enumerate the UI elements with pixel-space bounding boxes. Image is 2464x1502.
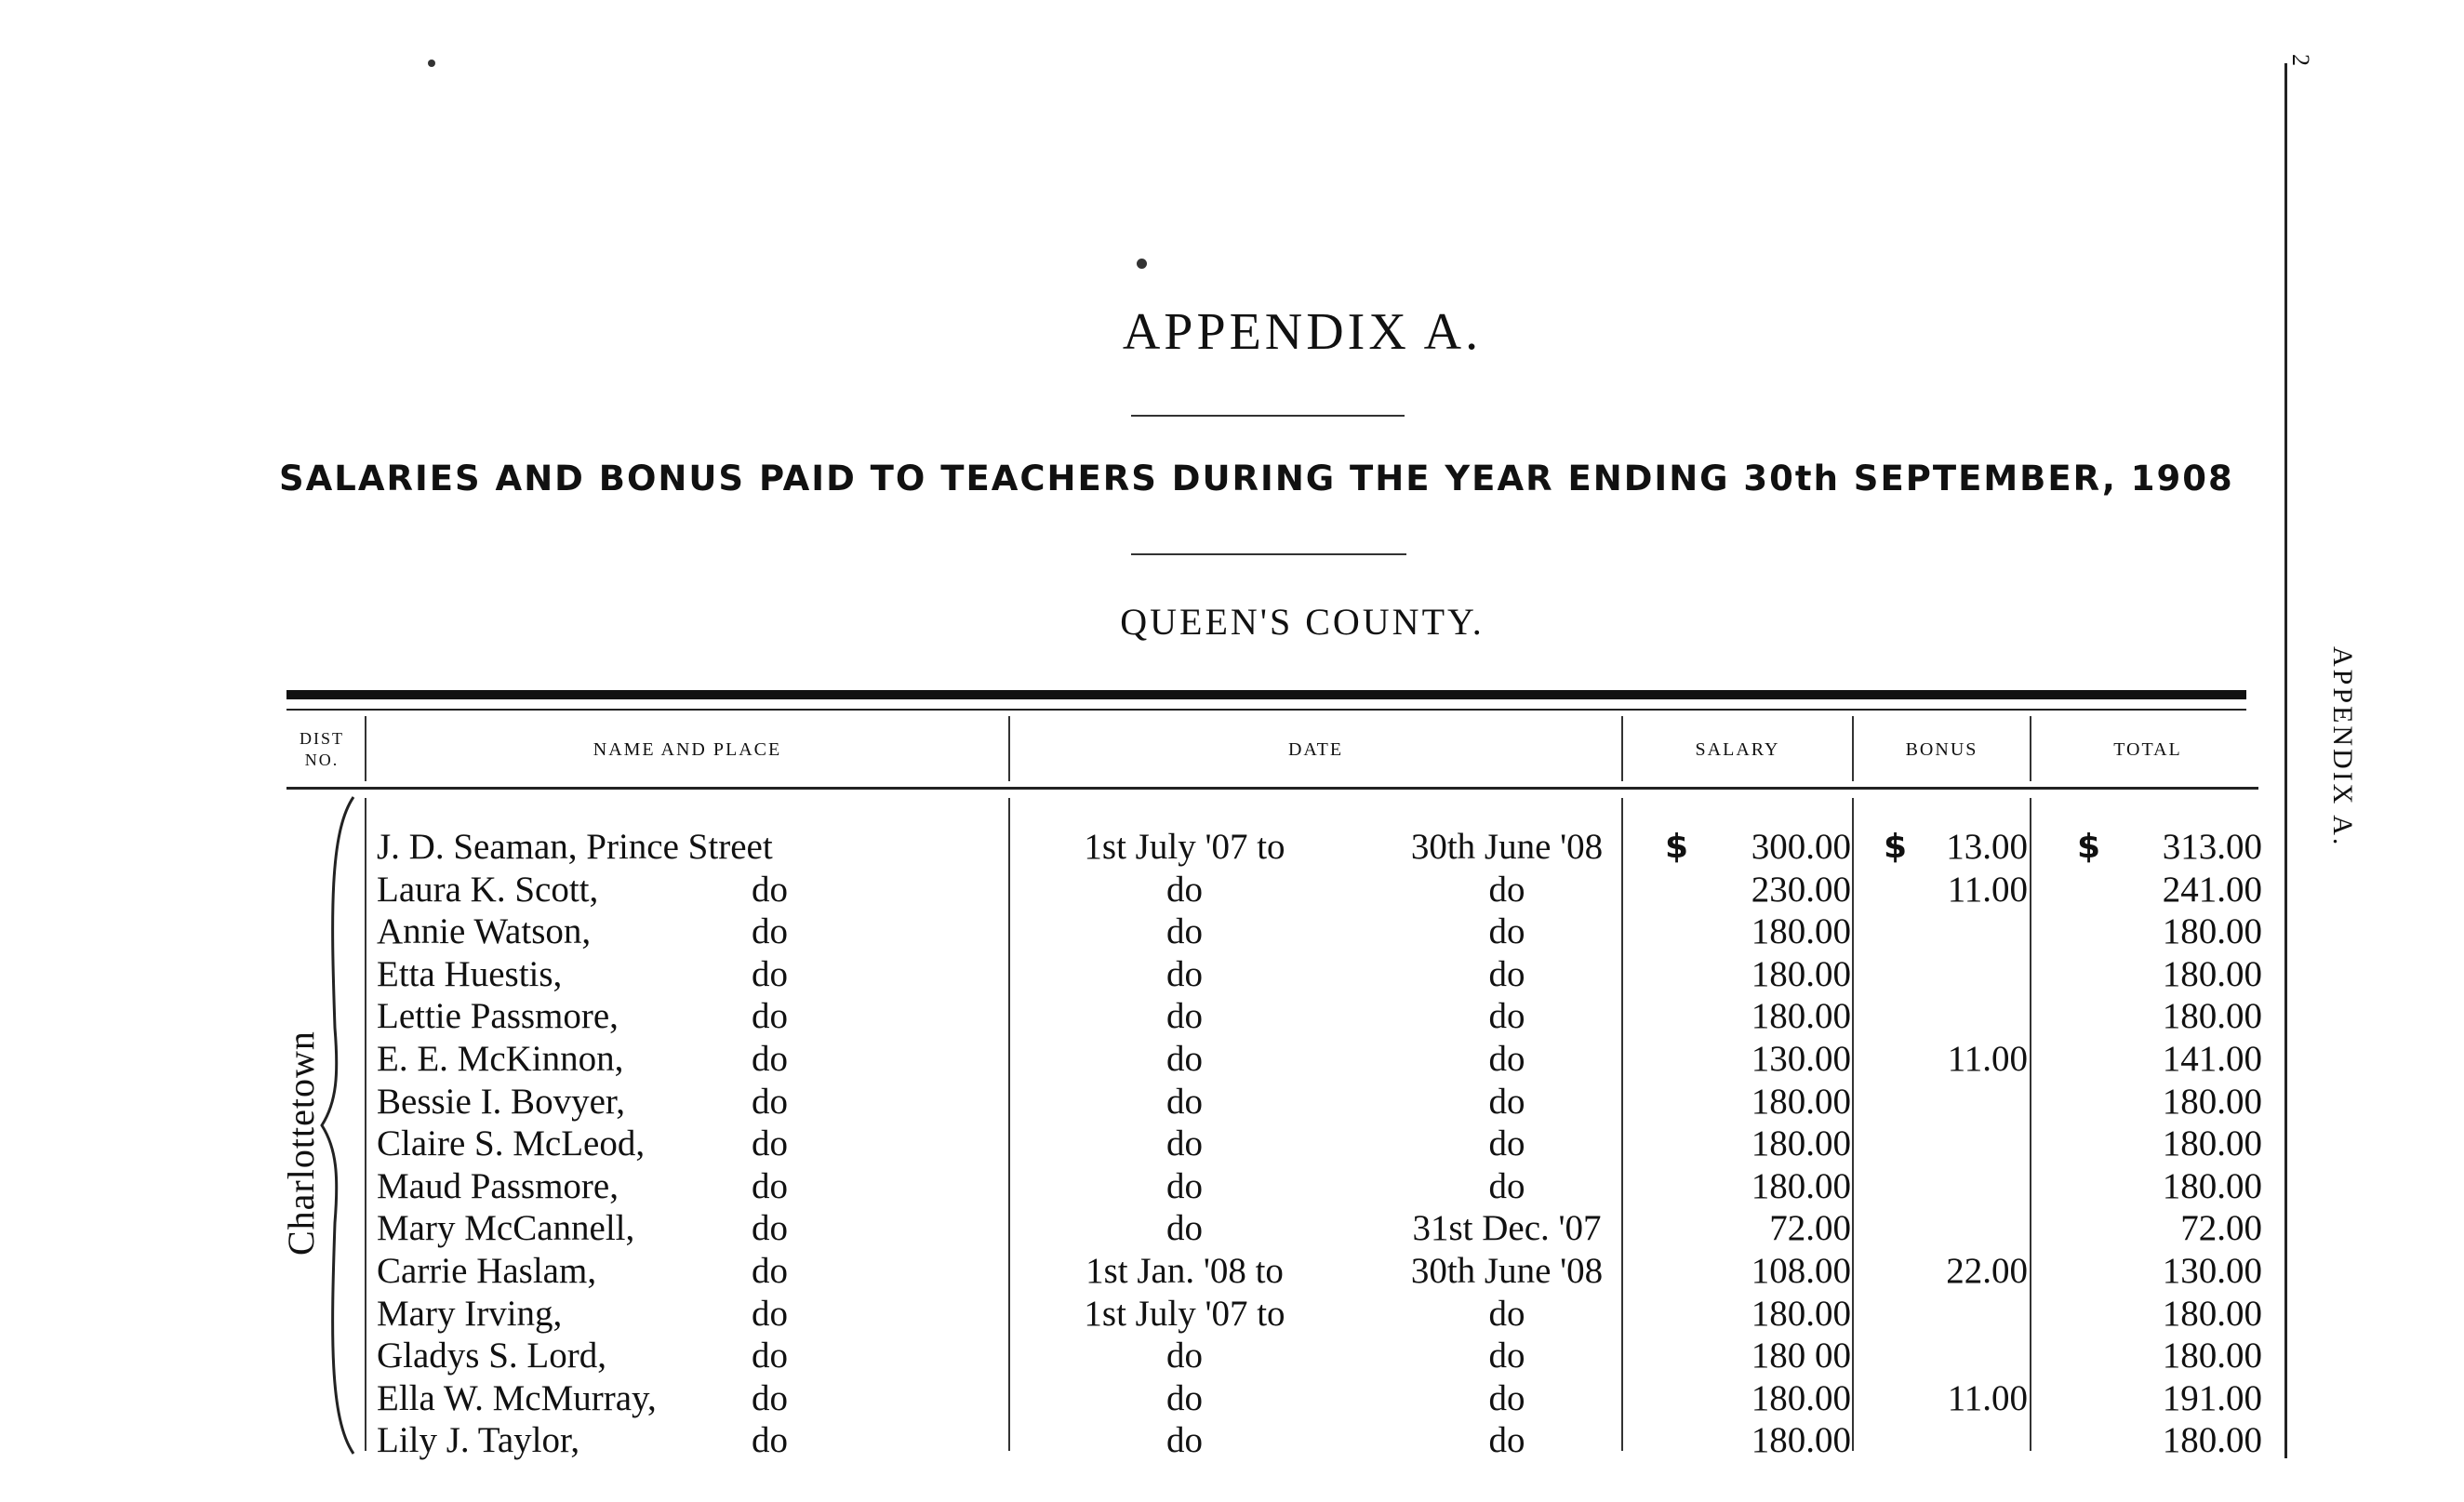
salary-value: 180.00: [1751, 953, 1851, 994]
teacher-place: do: [752, 1293, 788, 1334]
date-from: do: [1166, 1081, 1203, 1122]
header-dist-line2: NO.: [304, 751, 340, 769]
salary-value: 180.00: [1751, 1377, 1851, 1418]
ink-speck: [428, 60, 435, 67]
county-heading: QUEEN'S COUNTY.: [1120, 601, 1485, 643]
teacher-place: do: [752, 1250, 788, 1291]
date-to: do: [1488, 996, 1525, 1037]
teacher-name: Mary McCannell,: [377, 1208, 635, 1249]
date-to: do: [1488, 869, 1525, 910]
date-to: 31st Dec. '07: [1412, 1208, 1602, 1249]
teacher-name: Bessie I. Bovyer,: [377, 1081, 626, 1122]
date-from: 1st Jan. '08 to: [1085, 1250, 1284, 1291]
table-row: [0, 869, 2270, 911]
date-from: do: [1166, 1123, 1203, 1164]
salary-value: 180.00: [1751, 1123, 1851, 1164]
total-value: 180.00: [2162, 911, 2262, 952]
total-value: 130.00: [2162, 1250, 2262, 1291]
salary-value: 180.00: [1751, 1293, 1851, 1334]
teacher-name: Claire S. McLeod,: [377, 1123, 646, 1164]
table-row: [0, 1377, 2270, 1420]
date-from: do: [1166, 869, 1203, 910]
table-row: [0, 1081, 2270, 1123]
total-value: 180.00: [2162, 1420, 2262, 1461]
teacher-place: do: [752, 1038, 788, 1079]
teacher-rows: [0, 826, 2270, 1462]
table-row: [0, 1038, 2270, 1081]
title-divider: [1131, 415, 1405, 417]
page-number: 2: [2287, 54, 2314, 66]
date-from: 1st July '07 to: [1084, 827, 1285, 867]
date-to: do: [1488, 1123, 1525, 1164]
salary-value: 180.00: [1751, 1165, 1851, 1206]
bonus-value: 11.00: [1947, 1377, 2028, 1418]
header-date: DATE: [1287, 738, 1344, 760]
total-value: 313.00: [2162, 827, 2262, 867]
teacher-name: Gladys S. Lord,: [377, 1336, 606, 1376]
report-subtitle: SALARIES AND BONUS PAID TO TEACHERS DURING THE YEAR ENDING 30th SEPTEMBER, 1908: [279, 459, 2234, 498]
table-top-thin-rule: [286, 709, 2246, 711]
salary-value: 108.00: [1751, 1250, 1851, 1291]
date-from: do: [1166, 996, 1203, 1037]
total-value: 180.00: [2162, 1165, 2262, 1206]
total-value: 141.00: [2162, 1038, 2262, 1079]
teacher-name: Lily J. Taylor,: [377, 1420, 580, 1461]
teacher-place: do: [752, 1123, 788, 1164]
table-row: [0, 1419, 2270, 1462]
header-salary: SALARY: [1695, 738, 1780, 760]
table-row: [0, 1335, 2270, 1377]
right-margin-rule: [2284, 63, 2287, 1458]
side-running-title: APPENDIX A.: [2327, 646, 2358, 848]
teacher-place: do: [752, 1336, 788, 1376]
appendix-title: APPENDIX A.: [1122, 303, 1483, 361]
teacher-name: Etta Huestis,: [377, 953, 563, 994]
teacher-place: do: [752, 1081, 788, 1122]
total-value: 180.00: [2162, 953, 2262, 994]
total-value: 180.00: [2162, 1293, 2262, 1334]
salary-value: 180.00: [1751, 911, 1851, 952]
header-total: TOTAL: [2113, 738, 2182, 760]
table-row: [0, 1165, 2270, 1208]
teacher-place: do: [752, 996, 788, 1037]
subtitle-divider: [1131, 553, 1406, 555]
date-to: do: [1488, 1377, 1525, 1418]
total-value: 180.00: [2162, 996, 2262, 1037]
bonus-value: 22.00: [1946, 1250, 2028, 1291]
salary-value: 180.00: [1751, 1081, 1851, 1122]
date-to: do: [1488, 1038, 1525, 1079]
total-value: 180.00: [2162, 1336, 2262, 1376]
date-from: do: [1166, 1165, 1203, 1206]
date-to: do: [1488, 1420, 1525, 1461]
total-value: 191.00: [2162, 1377, 2262, 1418]
date-from: do: [1166, 1208, 1203, 1249]
date-to: do: [1488, 1165, 1525, 1206]
date-to: do: [1488, 1336, 1525, 1376]
teacher-place: do: [752, 1377, 788, 1418]
teacher-place: do: [752, 953, 788, 994]
date-from: do: [1166, 911, 1203, 952]
teacher-name: Mary Irving,: [377, 1293, 563, 1334]
date-to: 30th June '08: [1410, 827, 1604, 867]
teacher-place: do: [752, 869, 788, 910]
teacher-name: Maud Passmore,: [377, 1165, 619, 1206]
teacher-name: Lettie Passmore,: [377, 996, 619, 1037]
header-dist-no: [279, 724, 365, 776]
date-to: 30th June '08: [1410, 1250, 1604, 1291]
dollar-sign: $: [1884, 828, 1908, 866]
salary-value: 72.00: [1769, 1208, 1851, 1249]
table-row: [0, 826, 2270, 869]
teacher-name: Ella W. McMurray,: [377, 1377, 657, 1418]
district-name: Charlottetown: [280, 1030, 322, 1256]
total-value: 72.00: [2180, 1208, 2262, 1249]
bonus-value: 13.00: [1946, 827, 2028, 867]
teacher-place: do: [752, 1165, 788, 1206]
bonus-value: 11.00: [1947, 869, 2028, 910]
date-to: do: [1488, 1293, 1525, 1334]
table-row: [0, 1250, 2270, 1293]
salary-value: 130.00: [1751, 1038, 1851, 1079]
teacher-place: do: [752, 1420, 788, 1461]
ink-speck: [1137, 259, 1147, 269]
table-row: [0, 1123, 2270, 1165]
table-row: [0, 911, 2270, 953]
header-dist-line1: DIST: [300, 729, 344, 748]
total-value: 241.00: [2162, 869, 2262, 910]
teacher-name: E. E. McKinnon,: [377, 1038, 624, 1079]
dollar-sign: $: [2077, 828, 2101, 866]
total-value: 180.00: [2162, 1081, 2262, 1122]
dollar-sign: $: [1665, 828, 1689, 866]
header-bonus: BONUS: [1905, 738, 1978, 760]
date-from: do: [1166, 1038, 1203, 1079]
bonus-value: 11.00: [1947, 1038, 2028, 1079]
header-bottom-rule: [286, 787, 2258, 790]
salary-value: 180.00: [1751, 1420, 1851, 1461]
table-row: [0, 1207, 2270, 1250]
teacher-name: Carrie Haslam,: [377, 1250, 597, 1291]
date-to: do: [1488, 911, 1525, 952]
date-to: do: [1488, 1081, 1525, 1122]
date-from: do: [1166, 1336, 1203, 1376]
teacher-name: J. D. Seaman, Prince Street: [377, 827, 773, 867]
salary-value: 180 00: [1751, 1336, 1851, 1376]
date-from: do: [1166, 953, 1203, 994]
table-row: [0, 995, 2270, 1038]
salary-value: 300.00: [1751, 827, 1851, 867]
salary-value: 230.00: [1751, 869, 1851, 910]
salary-value: 180.00: [1751, 996, 1851, 1037]
teacher-name: Annie Watson,: [377, 911, 592, 952]
table-top-thick-rule: [286, 690, 2246, 699]
table-row: [0, 953, 2270, 996]
total-value: 180.00: [2162, 1123, 2262, 1164]
teacher-place: do: [752, 1208, 788, 1249]
header-name-and-place: NAME AND PLACE: [593, 738, 782, 760]
date-to: do: [1488, 953, 1525, 994]
teacher-name: Laura K. Scott,: [377, 869, 599, 910]
date-from: do: [1166, 1420, 1203, 1461]
teacher-place: do: [752, 911, 788, 952]
table-row: [0, 1293, 2270, 1336]
date-from: do: [1166, 1377, 1203, 1418]
date-from: 1st July '07 to: [1084, 1293, 1285, 1334]
